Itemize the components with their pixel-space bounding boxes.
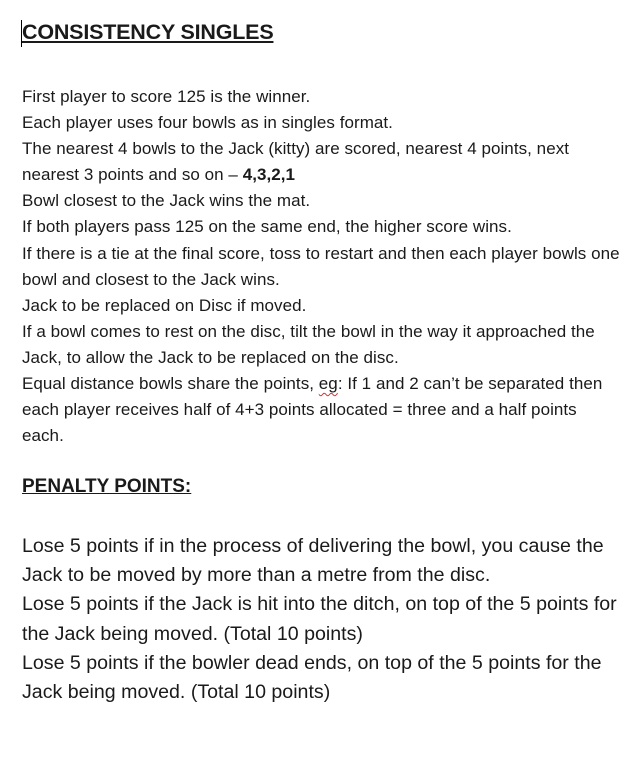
rules-section: [22, 84, 622, 449]
penalty-heading: PENALTY POINTS:: [22, 476, 192, 497]
penalty-item: Lose 5 points if the bowler dead ends, on top of the 5 points for the Jack being moved. (Total 10 points): [22, 651, 602, 704]
document-title: CONSISTENCY SINGLES: [22, 20, 274, 44]
scoring-sequence: 4,3,2,1: [242, 165, 296, 185]
rule-paragraph: Bowl closest to the Jack wins the mat.: [22, 191, 311, 211]
spellcheck-flagged-word[interactable]: eg: [318, 374, 338, 394]
rule-paragraph: Jack to be replaced on Disc if moved.: [22, 295, 307, 315]
penalty-section: [22, 532, 627, 707]
rule-text: : If 1 and 2 can’t be separated then each player receives half of 4+3 points allocated = three and a half points each.: [22, 374, 603, 446]
rule-paragraph: If there is a tie at the final score, toss to restart and then each player bowls one bowl and closest to the Jack wins.: [22, 243, 620, 289]
rule-paragraph: If a bowl comes to rest on the disc, tilt the bowl in the way it approached the Jack, to allow the Jack to be replaced on the disc.: [22, 321, 595, 367]
rule-paragraph: First player to score 125 is the winner.: [22, 87, 311, 106]
rule-paragraph: [22, 371, 622, 449]
rule-paragraph: [22, 136, 622, 188]
penalty-item: Lose 5 points if in the process of delivering the bowl, you cause the Jack to be moved by more than a metre from the disc.: [22, 535, 604, 587]
rule-text: The nearest 4 bowls to the Jack (kitty) are scored, nearest 4 points, next nearest 3 points and so on –: [22, 139, 570, 185]
rule-paragraph: If both players pass 125 on the same end, the higher score wins.: [22, 217, 512, 237]
rule-text: Equal distance bowls share the points,: [22, 374, 319, 394]
penalty-item: Lose 5 points if the Jack is hit into the ditch, on top of the 5 points for the Jack being moved. (Total 10 points): [22, 593, 617, 645]
rule-paragraph: Each player uses four bowls as in singles format.: [22, 113, 393, 133]
